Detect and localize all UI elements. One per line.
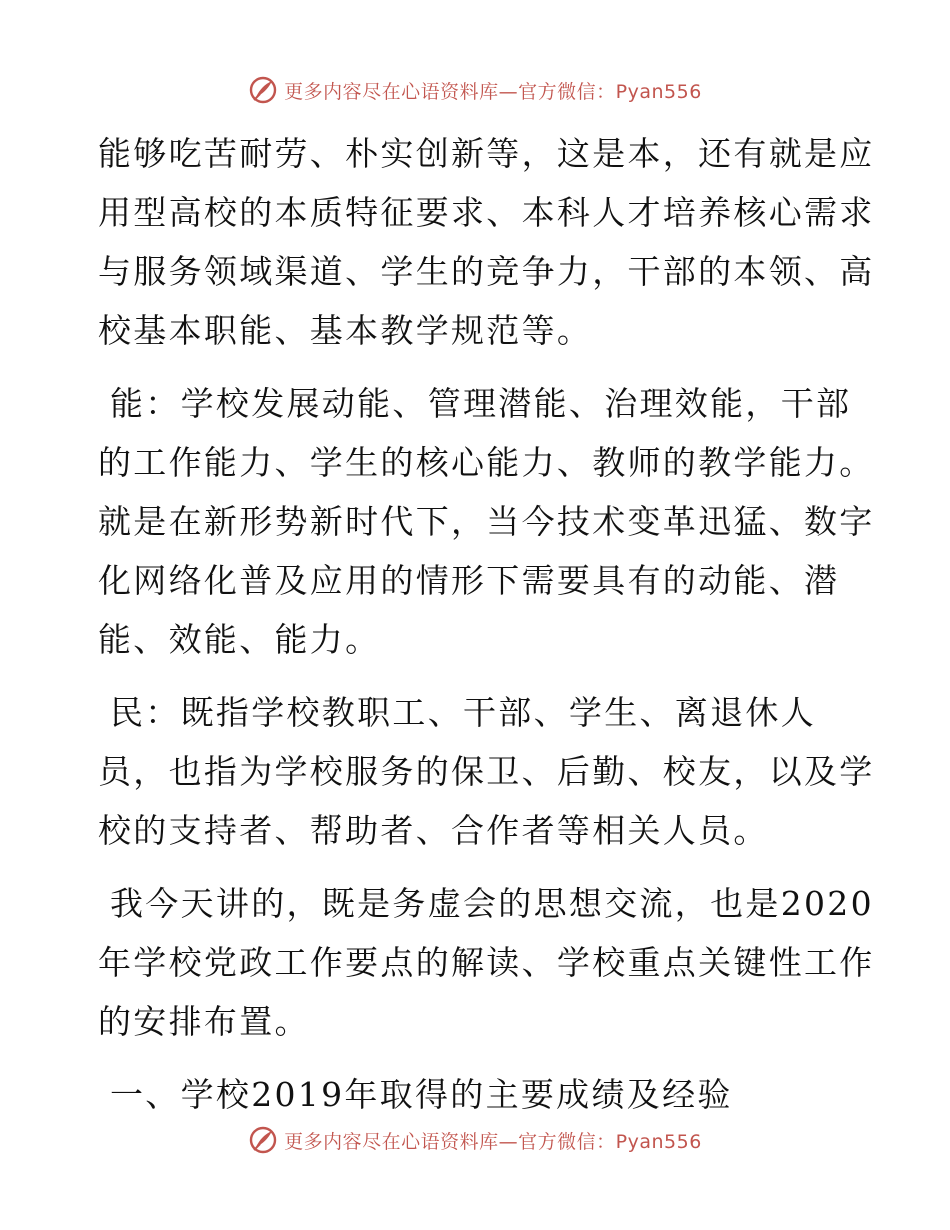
text-line: 就是在新形势新时代下，当今技术变革迅猛、数字	[98, 502, 875, 541]
text-line: 的工作能力、学生的核心能力、教师的教学能力。	[98, 443, 875, 482]
watermark-text: 更多内容尽在心语资料库—官方微信：Pyan556	[284, 80, 702, 103]
text-line: 校基本职能、基本教学规范等。	[98, 311, 593, 350]
footer-watermark	[0, 1123, 950, 1157]
section-heading	[98, 1065, 850, 1124]
watermark-text: 更多内容尽在心语资料库—官方微信：Pyan556	[284, 1130, 702, 1153]
document-body	[98, 124, 875, 1124]
text-line: 我今天讲的，既是务虚会的思想交流，也是2020	[110, 884, 874, 923]
text-line: 民：既指学校教职工、干部、学生、离退休人	[110, 693, 816, 732]
paragraph-spacer	[98, 669, 850, 683]
text-line: 能够吃苦耐劳、朴实创新等，这是本，还有就是应	[98, 134, 875, 173]
text-line: 与服务领域渠道、学生的竞争力，干部的本领、高	[98, 252, 875, 291]
paragraph-3	[98, 683, 875, 860]
paragraph-4	[98, 874, 875, 1051]
feather-logo-icon	[248, 75, 278, 105]
paragraph-spacer	[98, 860, 850, 874]
text-line: 年学校党政工作要点的解读、学校重点关键性工作	[98, 943, 875, 982]
paragraph-spacer	[98, 1051, 850, 1065]
text-line: 能：学校发展动能、管理潜能、治理效能，干部	[110, 384, 852, 423]
text-line: 的安排布置。	[98, 1002, 310, 1041]
text-line: 员，也指为学校服务的保卫、后勤、校友，以及学	[98, 752, 875, 791]
text-line: 校的支持者、帮助者、合作者等相关人员。	[98, 811, 769, 850]
text-line: 能、效能、能力。	[98, 620, 381, 659]
feather-logo-icon	[248, 1125, 278, 1155]
text-line: 化网络化普及应用的情形下需要具有的动能、潜	[98, 561, 840, 600]
paragraph-spacer	[98, 360, 850, 374]
header-watermark	[0, 73, 950, 107]
text-line: 用型高校的本质特征要求、本科人才培养核心需求	[98, 193, 875, 232]
section-heading-text: 一、学校2019年取得的主要成绩及经验	[110, 1075, 733, 1114]
paragraph-1	[98, 124, 875, 360]
paragraph-2	[98, 374, 875, 669]
